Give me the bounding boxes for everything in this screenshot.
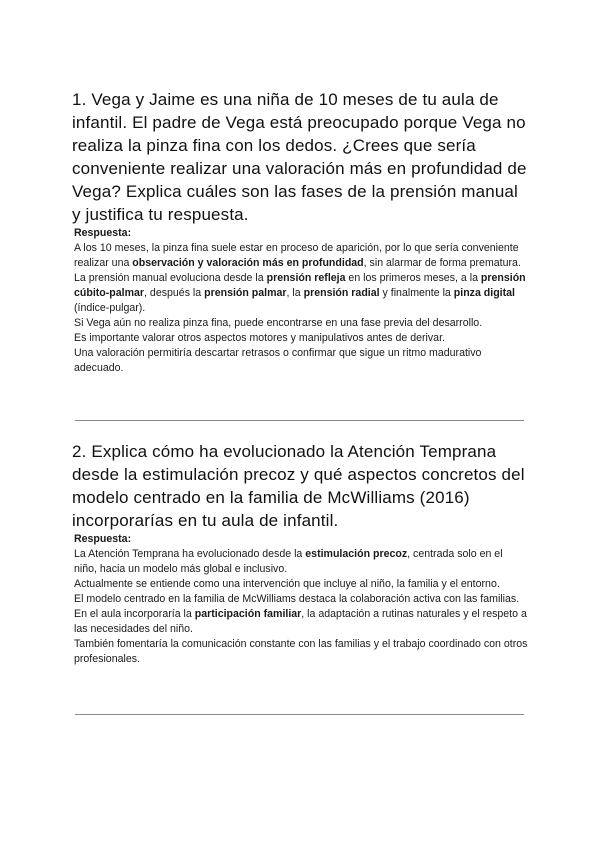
answer-2-paragraph-2: Actualmente se entiende como una intervención que incluye al niño, la familia y el entorno. [74, 578, 500, 590]
answer-1-label: Respuesta: [74, 227, 132, 239]
answer-2-paragraph-1: La Atención Temprana ha evolucionado desde la estimulación precoz, centrada solo en el niño, hacia un modelo más global e inclusivo. [74, 548, 503, 575]
question-2-title: 2. Explica cómo ha evolucionado la Atención Temprana desde la estimulación precoz y qué aspectos concretos del modelo centrado en la familia de McWilliams (2016) incorporarías en tu aula de infantil. [72, 442, 525, 530]
answer-1-paragraph-2: La prensión manual evoluciona desde la prensión refleja en los primeros meses, a la prensión cúbito-palmar, después la prensión palmar, la prensión radial y finalmente la pinza digital (índice-pulgar). [74, 272, 526, 314]
answer-1-paragraph-1: A los 10 meses, la pinza fina suele estar en proceso de aparición, por lo que sería conveniente realizar una observación y valoración más en profundidad, sin alarmar de forma prematura. [74, 242, 521, 269]
answer-2-paragraph-4: En el aula incorporaría la participación familiar, la adaptación a rutinas naturales y el respeto a las necesidades del niño. [74, 608, 527, 635]
answer-2-paragraph-3: El modelo centrado en la familia de McWilliams destaca la colaboración activa con las familias. [74, 593, 520, 605]
answer-1-paragraph-3: Si Vega aún no realiza pinza fina, puede encontrarse en una fase previa del desarrollo. [74, 317, 483, 329]
question-1-section [72, 88, 528, 376]
answer-2-label: Respuesta: [74, 533, 132, 545]
answer-1-paragraph-5: Una valoración permitiría descartar retrasos o confirmar que sigue un ritmo madurativo adecuado. [74, 347, 482, 374]
divider-1 [75, 420, 524, 421]
answer-1 [72, 226, 528, 376]
answer-1-paragraph-4: Es importante valorar otros aspectos motores y manipulativos antes de derivar. [74, 332, 445, 344]
answer-2 [72, 532, 528, 667]
divider-2 [75, 714, 524, 715]
answer-2-paragraph-5: También fomentaría la comunicación constante con las familias y el trabajo coordinado con otros profesionales. [74, 638, 528, 665]
question-2-section [72, 440, 528, 667]
question-1-title: 1. Vega y Jaime es una niña de 10 meses de tu aula de infantil. El padre de Vega está preocupado porque Vega no realiza la pinza fina con los dedos. ¿Crees que sería conveniente realizar una valoración más en profundidad de Vega? Explica cuáles son las fases de la prensión manual y justifica tu respuesta. [72, 90, 527, 224]
